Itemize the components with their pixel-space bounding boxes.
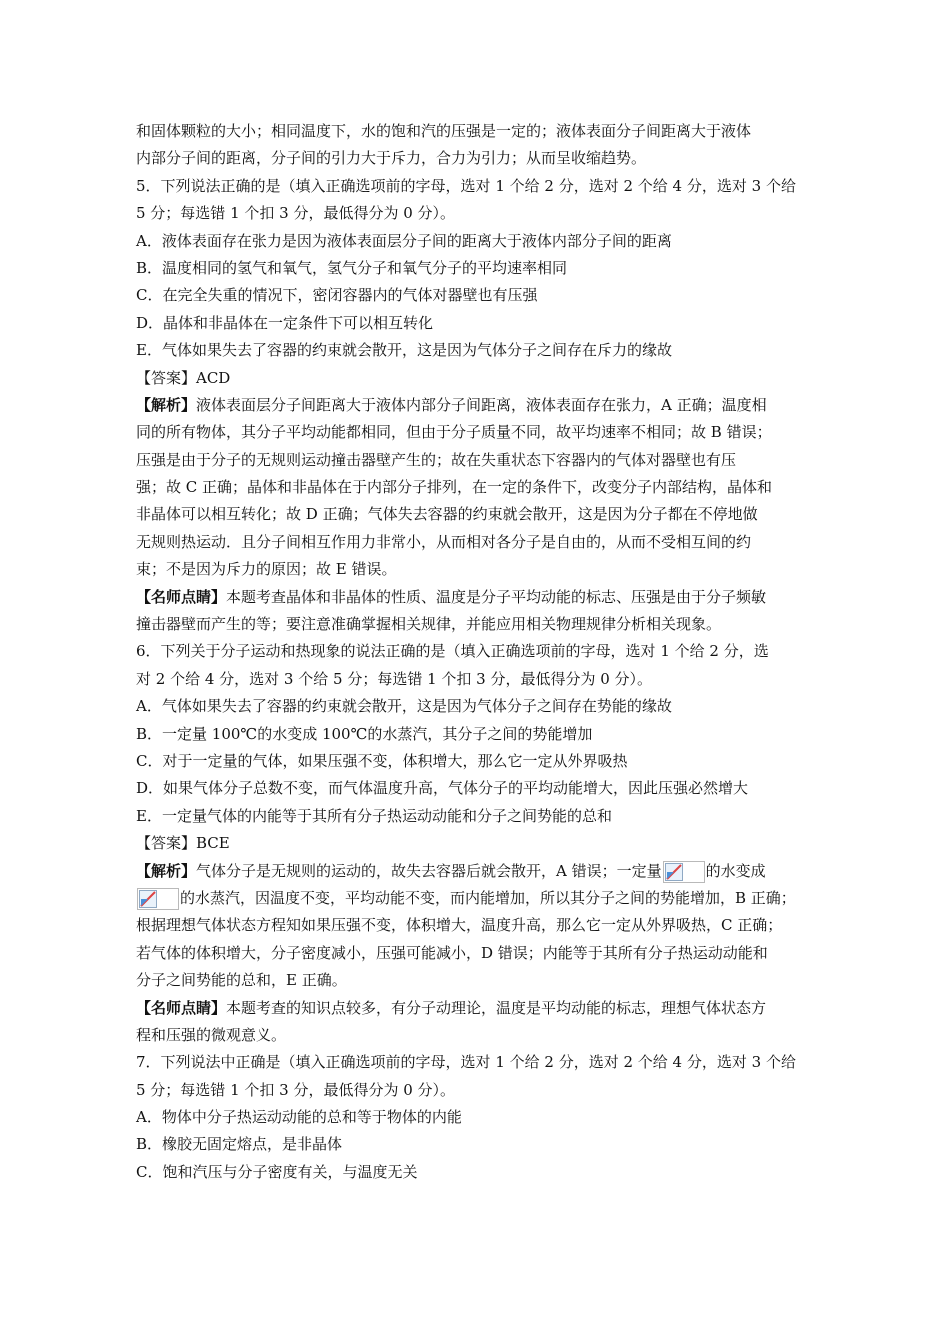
- question-5-stem: 5 分；每选错 1 个扣 3 分，最低得分为 0 分）。: [136, 204, 456, 223]
- text-line: 撞击器壁而产生的等；要注意准确掌握相关规律，并能应用相关物理规律分析相关现象。: [136, 615, 722, 634]
- question-5-answer: 【答案】ACD: [136, 368, 231, 387]
- text-line: 和固体颗粒的大小；相同温度下，水的饱和汽的压强是一定的；液体表面分子间距离大于液体: [136, 122, 752, 140]
- text-line: 束；不是因为斥力的原因；故 E 错误。: [136, 560, 397, 579]
- text-line: 压强是由于分子的无规则运动撞击器壁产生的；故在失重状态下容器内的气体对器壁也有压: [136, 450, 737, 469]
- question-7-stem: 7．下列说法中正确是（填入正确选项前的字母，选对 1 个给 2 分，选对 2 个给 4 分，选对 3 个给: [136, 1053, 796, 1072]
- broken-image-icon: [137, 888, 179, 910]
- question-7-stem: 5 分；每选错 1 个扣 3 分，最低得分为 0 分）。: [136, 1080, 456, 1099]
- document-page: [136, 118, 826, 1186]
- question-6-option-b: B．一定量 100℃的水变成 100℃的水蒸汽，其分子之间的势能增加: [136, 724, 593, 743]
- analysis-heading: 【解析】: [136, 861, 197, 880]
- text-line: 分子之间势能的总和，E 正确。: [136, 971, 347, 990]
- question-5-option-b: B．温度相同的氢气和氧气，氢气分子和氧气分子的平均速率相同: [136, 258, 568, 277]
- question-6-teacher-note: 【名师点睛】本题考查的知识点较多，有分子动理论，温度是平均动能的标志，理想气体状态方: [136, 998, 767, 1017]
- question-5-option-d: D．晶体和非晶体在一定条件下可以相互转化: [136, 313, 434, 332]
- text-line: 强；故 C 正确；晶体和非晶体在于内部分子排列，在一定的条件下，改变分子内部结构，晶体和: [136, 478, 773, 497]
- question-6-option-a: A．气体如果失去了容器的约束就会散开，这是因为气体分子之间存在势能的缘故: [136, 697, 672, 716]
- question-5-option-e: E．气体如果失去了容器的约束就会散开，这是因为气体分子之间存在斥力的缘故: [136, 341, 672, 360]
- text-line: 根据理想气体状态方程知如果压强不变，体积增大，温度升高，那么它一定从外界吸热，C 正确；: [136, 916, 783, 935]
- text-line: 内部分子间的距离，分子间的引力大于斥力，合力为引力；从而呈收缩趋势。: [136, 149, 647, 168]
- analysis-heading: 【解析】: [136, 395, 197, 414]
- question-6-option-d: D．如果气体分子总数不变，而气体温度升高，气体分子的平均动能增大，因此压强必然增大: [136, 779, 749, 798]
- question-6-stem: 6．下列关于分子运动和热现象的说法正确的是（填入正确选项前的字母，选对 1 个给 2 分，选: [136, 642, 769, 661]
- question-6-option-e: E．一定量气体的内能等于其所有分子热运动动能和分子之间势能的总和: [136, 806, 612, 825]
- question-6-stem: 对 2 个给 4 分，选对 3 个给 5 分；每选错 1 个扣 3 分，最低得分为 0 分）。: [136, 669, 653, 688]
- question-7-option-c: C．饱和汽压与分子密度有关，与温度无关: [136, 1162, 418, 1181]
- question-5-teacher-note: 【名师点睛】本题考查晶体和非晶体的性质、温度是分子平均动能的标志、压强是由于分子频敏: [136, 587, 767, 606]
- question-6-analysis: 【解析】气体分子是无规则的运动的，故失去容器后就会散开，A 错误；一定量 的水变成: [136, 858, 826, 885]
- text-line: 若气体的体积增大，分子密度减小，压强可能减小，D 错误；内能等于其所有分子热运动动能和: [136, 943, 768, 962]
- text-line: 同的所有物体，其分子平均动能都相同，但由于分子质量不同，故平均速率不相同；故 B 错误；: [136, 423, 772, 442]
- question-5-stem: 5．下列说法正确的是（填入正确选项前的字母，选对 1 个给 2 分，选对 2 个给 4 分，选对 3 个给: [136, 176, 796, 195]
- question-6-option-c: C．对于一定量的气体，如果压强不变，体积增大，那么它一定从外界吸热: [136, 751, 628, 770]
- text-line: 无规则热运动．且分子间相互作用力非常小，从而相对各分子是自由的，从而不受相互间的约: [136, 532, 752, 551]
- text-line: 的水蒸汽，因温度不变，平均动能不变，而内能增加，所以其分子之间的势能增加，B 正确；: [136, 885, 826, 912]
- question-5-option-a: A．液体表面存在张力是因为液体表面层分子间的距离大于液体内部分子间的距离: [136, 231, 672, 250]
- question-7-option-a: A．物体中分子热运动动能的总和等于物体的内能: [136, 1108, 462, 1127]
- teacher-note-heading: 【名师点睛】: [136, 998, 227, 1017]
- teacher-note-heading: 【名师点睛】: [136, 587, 227, 606]
- question-5-analysis: 【解析】液体表面层分子间距离大于液体内部分子间距离，液体表面存在张力，A 正确；温度相: [136, 395, 767, 414]
- question-5-option-c: C．在完全失重的情况下，密闭容器内的气体对器壁也有压强: [136, 286, 538, 305]
- question-7-option-b: B．橡胶无固定熔点，是非晶体: [136, 1135, 343, 1154]
- text-line: 非晶体可以相互转化；故 D 正确；气体失去容器的约束就会散开，这是因为分子都在不停地做: [136, 505, 758, 524]
- broken-image-icon: [663, 861, 705, 883]
- text-line: 程和压强的微观意义。: [136, 1025, 287, 1044]
- question-6-answer: 【答案】BCE: [136, 834, 230, 853]
